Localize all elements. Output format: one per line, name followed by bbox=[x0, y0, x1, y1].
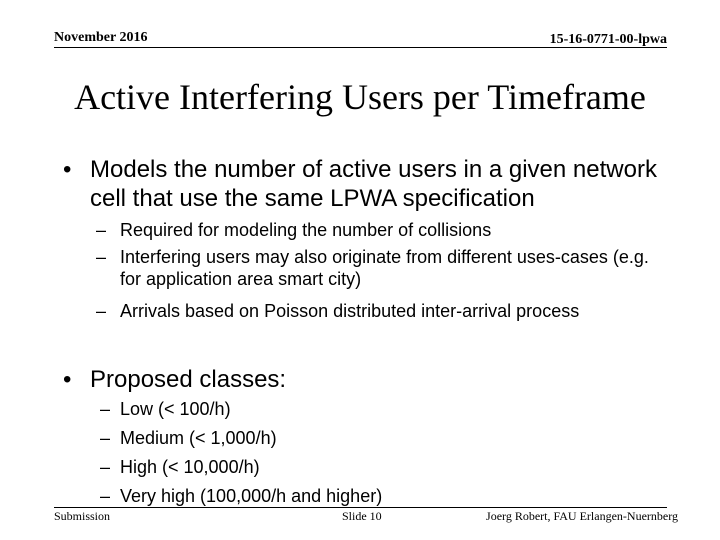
bullet-marker: • bbox=[63, 156, 72, 183]
dash-marker: – bbox=[100, 399, 111, 419]
sub-bullet-item bbox=[96, 219, 656, 241]
sub-bullet-text: Medium (< 1,000/h) bbox=[120, 428, 277, 448]
dash-marker: – bbox=[100, 486, 111, 506]
header-divider bbox=[54, 47, 667, 48]
dash-marker: – bbox=[100, 457, 111, 477]
dash-marker: – bbox=[96, 247, 107, 267]
footer-slide-number: Slide 10 bbox=[342, 509, 382, 523]
footer-submission: Submission bbox=[54, 509, 111, 523]
header-date: November 2016 bbox=[54, 30, 148, 45]
dash-marker: – bbox=[96, 220, 107, 240]
sub-bullet-text: Arrivals based on Poisson distributed inter-arrival process bbox=[120, 301, 580, 321]
sub-bullet-item bbox=[100, 456, 660, 478]
sub-bullet-text: Very high (100,000/h and higher) bbox=[120, 486, 383, 506]
sub-bullet-item bbox=[96, 300, 656, 322]
sub-bullet-text: Interfering users may also originate from different uses-cases (e.g. for application area smart city) bbox=[120, 247, 649, 289]
bullet-marker: • bbox=[63, 366, 72, 393]
bullet-item bbox=[63, 155, 663, 213]
sub-bullet-text: Low (< 100/h) bbox=[120, 399, 231, 419]
sub-bullet-item bbox=[96, 246, 656, 290]
header-doc-number: 15-16-0771-00-lpwa bbox=[549, 32, 667, 47]
sub-bullet-text: High (< 10,000/h) bbox=[120, 457, 260, 477]
sub-bullet-text: Required for modeling the number of collisions bbox=[120, 220, 492, 240]
dash-marker: – bbox=[96, 301, 107, 321]
footer-divider bbox=[54, 507, 667, 508]
footer-author: Joerg Robert, FAU Erlangen-Nuernberg bbox=[486, 509, 678, 523]
bullet-item bbox=[63, 365, 663, 394]
bullet-text: Proposed classes: bbox=[90, 366, 287, 393]
bullet-text: Models the number of active users in a given network cell that use the same LPWA specification bbox=[90, 156, 657, 212]
sub-bullet-item bbox=[100, 485, 660, 507]
sub-bullet-item bbox=[100, 427, 660, 449]
dash-marker: – bbox=[100, 428, 111, 448]
sub-bullet-item bbox=[100, 398, 660, 420]
slide-title: Active Interfering Users per Timeframe bbox=[74, 77, 646, 117]
